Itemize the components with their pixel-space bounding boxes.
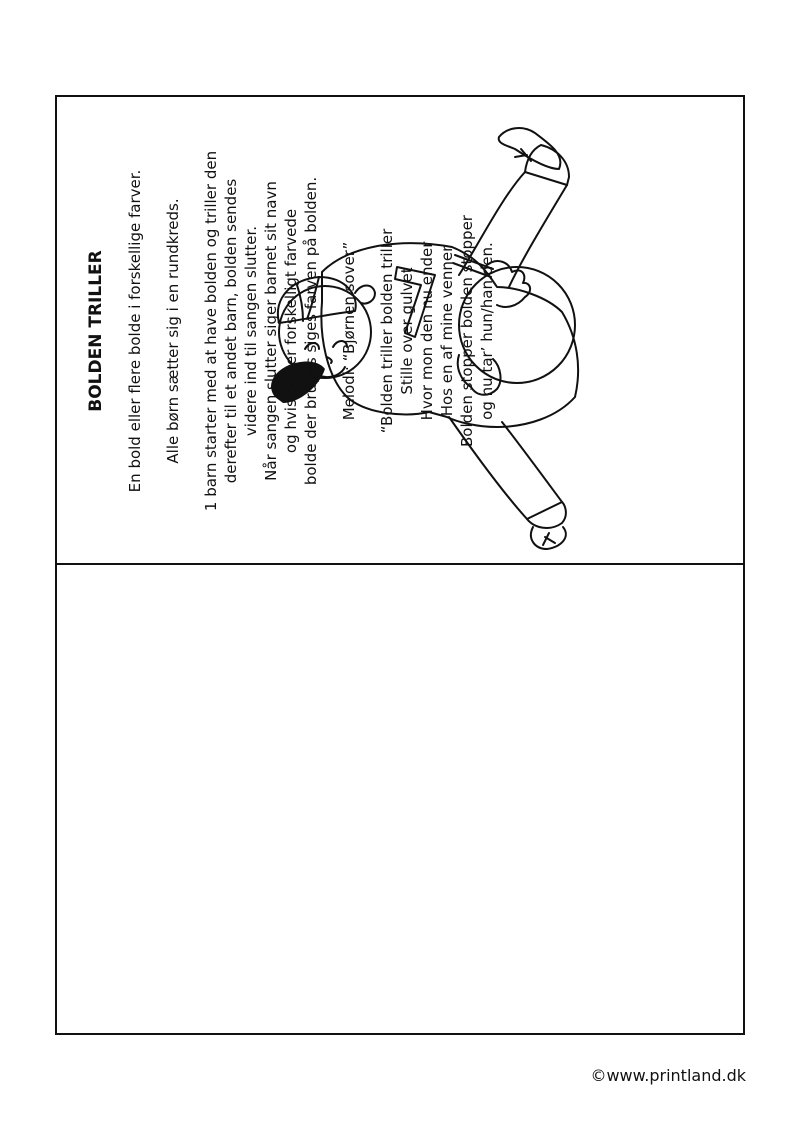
lyrics-line: Hvor mon den nu ender — [418, 241, 436, 421]
lyrics-line: Bolden stopper bolden stopper — [458, 215, 476, 447]
song-text-rotated — [57, 97, 743, 565]
intro-text-2: Alle børn sætter sig i en rundkreds. — [164, 198, 182, 464]
instruction-line: 1 barn starter med at have bolden og triller den — [202, 150, 220, 512]
melody: Melodi: “Bjørnen sover” — [340, 241, 358, 421]
instruction-line: bolde der bruges siges farven på bolden. — [302, 176, 320, 486]
lyrics-line: “Bolden triller bolden triller — [378, 228, 396, 434]
copyright-link[interactable]: ©www.printland.dk — [590, 1066, 746, 1085]
lyrics-line: Stille over gulvet — [398, 267, 416, 395]
lyrics — [377, 117, 497, 545]
lyrics-line: og nu tar’ hun/han den. — [478, 242, 496, 420]
lyrics-line: Hos en af mine venner — [438, 245, 456, 417]
instructions — [201, 117, 321, 545]
song-title: BOLDEN TRILLER — [86, 250, 106, 412]
intro-text-1: En bold eller flere bolde i forskellige farver. — [126, 169, 144, 493]
instruction-line: Når sangen slutter siger barnet sit navn — [262, 181, 280, 481]
instruction-line: derefter til et andet barn, bolden sendes — [222, 178, 240, 484]
instruction-line: videre ind til sangen slutter. — [242, 225, 260, 437]
instruction-line: og hvis det er forskelligt farvede — [282, 208, 300, 454]
coloring-card — [55, 95, 745, 1035]
